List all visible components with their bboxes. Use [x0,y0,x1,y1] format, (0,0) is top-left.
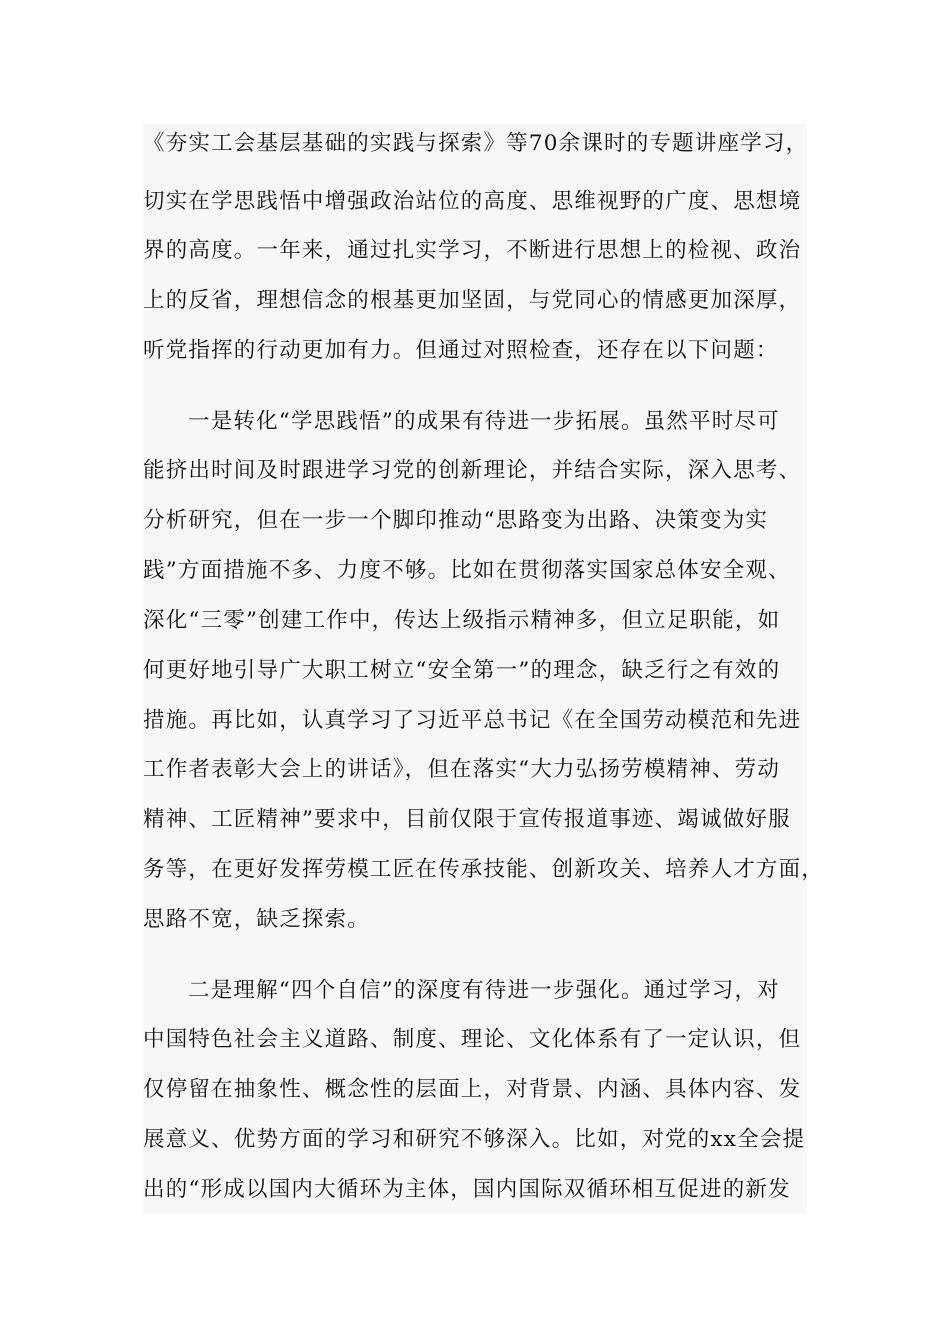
paragraph-line: 展意义、优势方面的学习和研究不够深入。比如，对党的xx全会提 [143,1127,806,1152]
paragraph-line: 何更好地引导广大职工树立“安全第一”的理念，缺乏行之有效的 [143,658,781,683]
paragraph-line: 二是理解“四个自信”的深度有待进一步强化。通过学习，对 [188,978,780,1003]
paragraph-line: 出的“形成以国内大循环为主体，国内国际双循环相互促进的新发 [143,1177,791,1202]
paragraph-line: 能挤出时间及时跟进学习党的创新理论，并结合实际，深入思考、 [143,458,802,483]
paragraph-line: 践”方面措施不多、力度不够。比如在贯彻落实国家总体安全观、 [143,558,791,583]
paragraph-line: 《夯实工会基层基础的实践与探索》等70余课时的专题讲座学习， [143,131,809,156]
paragraph-line: 深化“三零”创建工作中，传达上级指示精神多，但立足职能，如 [143,608,781,633]
paragraph-line: 切实在学思践悟中增强政治站位的高度、思维视野的广度、思想境 [143,189,802,214]
paragraph-line: 措施。再比如，认真学习了习近平总书记《在全国劳动模范和先进 [143,708,802,733]
paragraph-line: 务等，在更好发挥劳模工匠在传承技能、创新攻关、培养人才方面， [143,857,825,882]
paragraph-line: 界的高度。一年来，通过扎实学习，不断进行思想上的检视、政治 [143,238,802,263]
paragraph-line: 思路不宽，缺乏探索。 [143,907,371,932]
paragraph-line: 分析研究，但在一步一个脚印推动“思路变为出路、决策变为实 [143,508,769,533]
paragraph-line: 一是转化“学思践悟”的成果有待进一步拓展。虽然平时尽可 [188,409,780,434]
paragraph-line: 仅停留在抽象性、概念性的层面上，对背景、内涵、具体内容、发 [143,1077,802,1102]
paragraph-line: 听党指挥的行动更加有力。但通过对照检查，还存在以下问题： [143,338,779,363]
paragraph-line: 工作者表彰大会上的讲话》，但在落实“大力弘扬劳模精神、劳动 [143,757,781,782]
paragraph-line: 中国特色社会主义道路、制度、理论、文化体系有了一定认识，但 [143,1027,802,1052]
document-body [143,124,825,1214]
paragraph-line: 精神、工匠精神”要求中，目前仅限于宣传报道事迹、竭诚做好服 [143,807,791,832]
paragraph-line: 上的反省，理想信念的根基更加坚固，与党同心的情感更加深厚， [143,288,802,313]
